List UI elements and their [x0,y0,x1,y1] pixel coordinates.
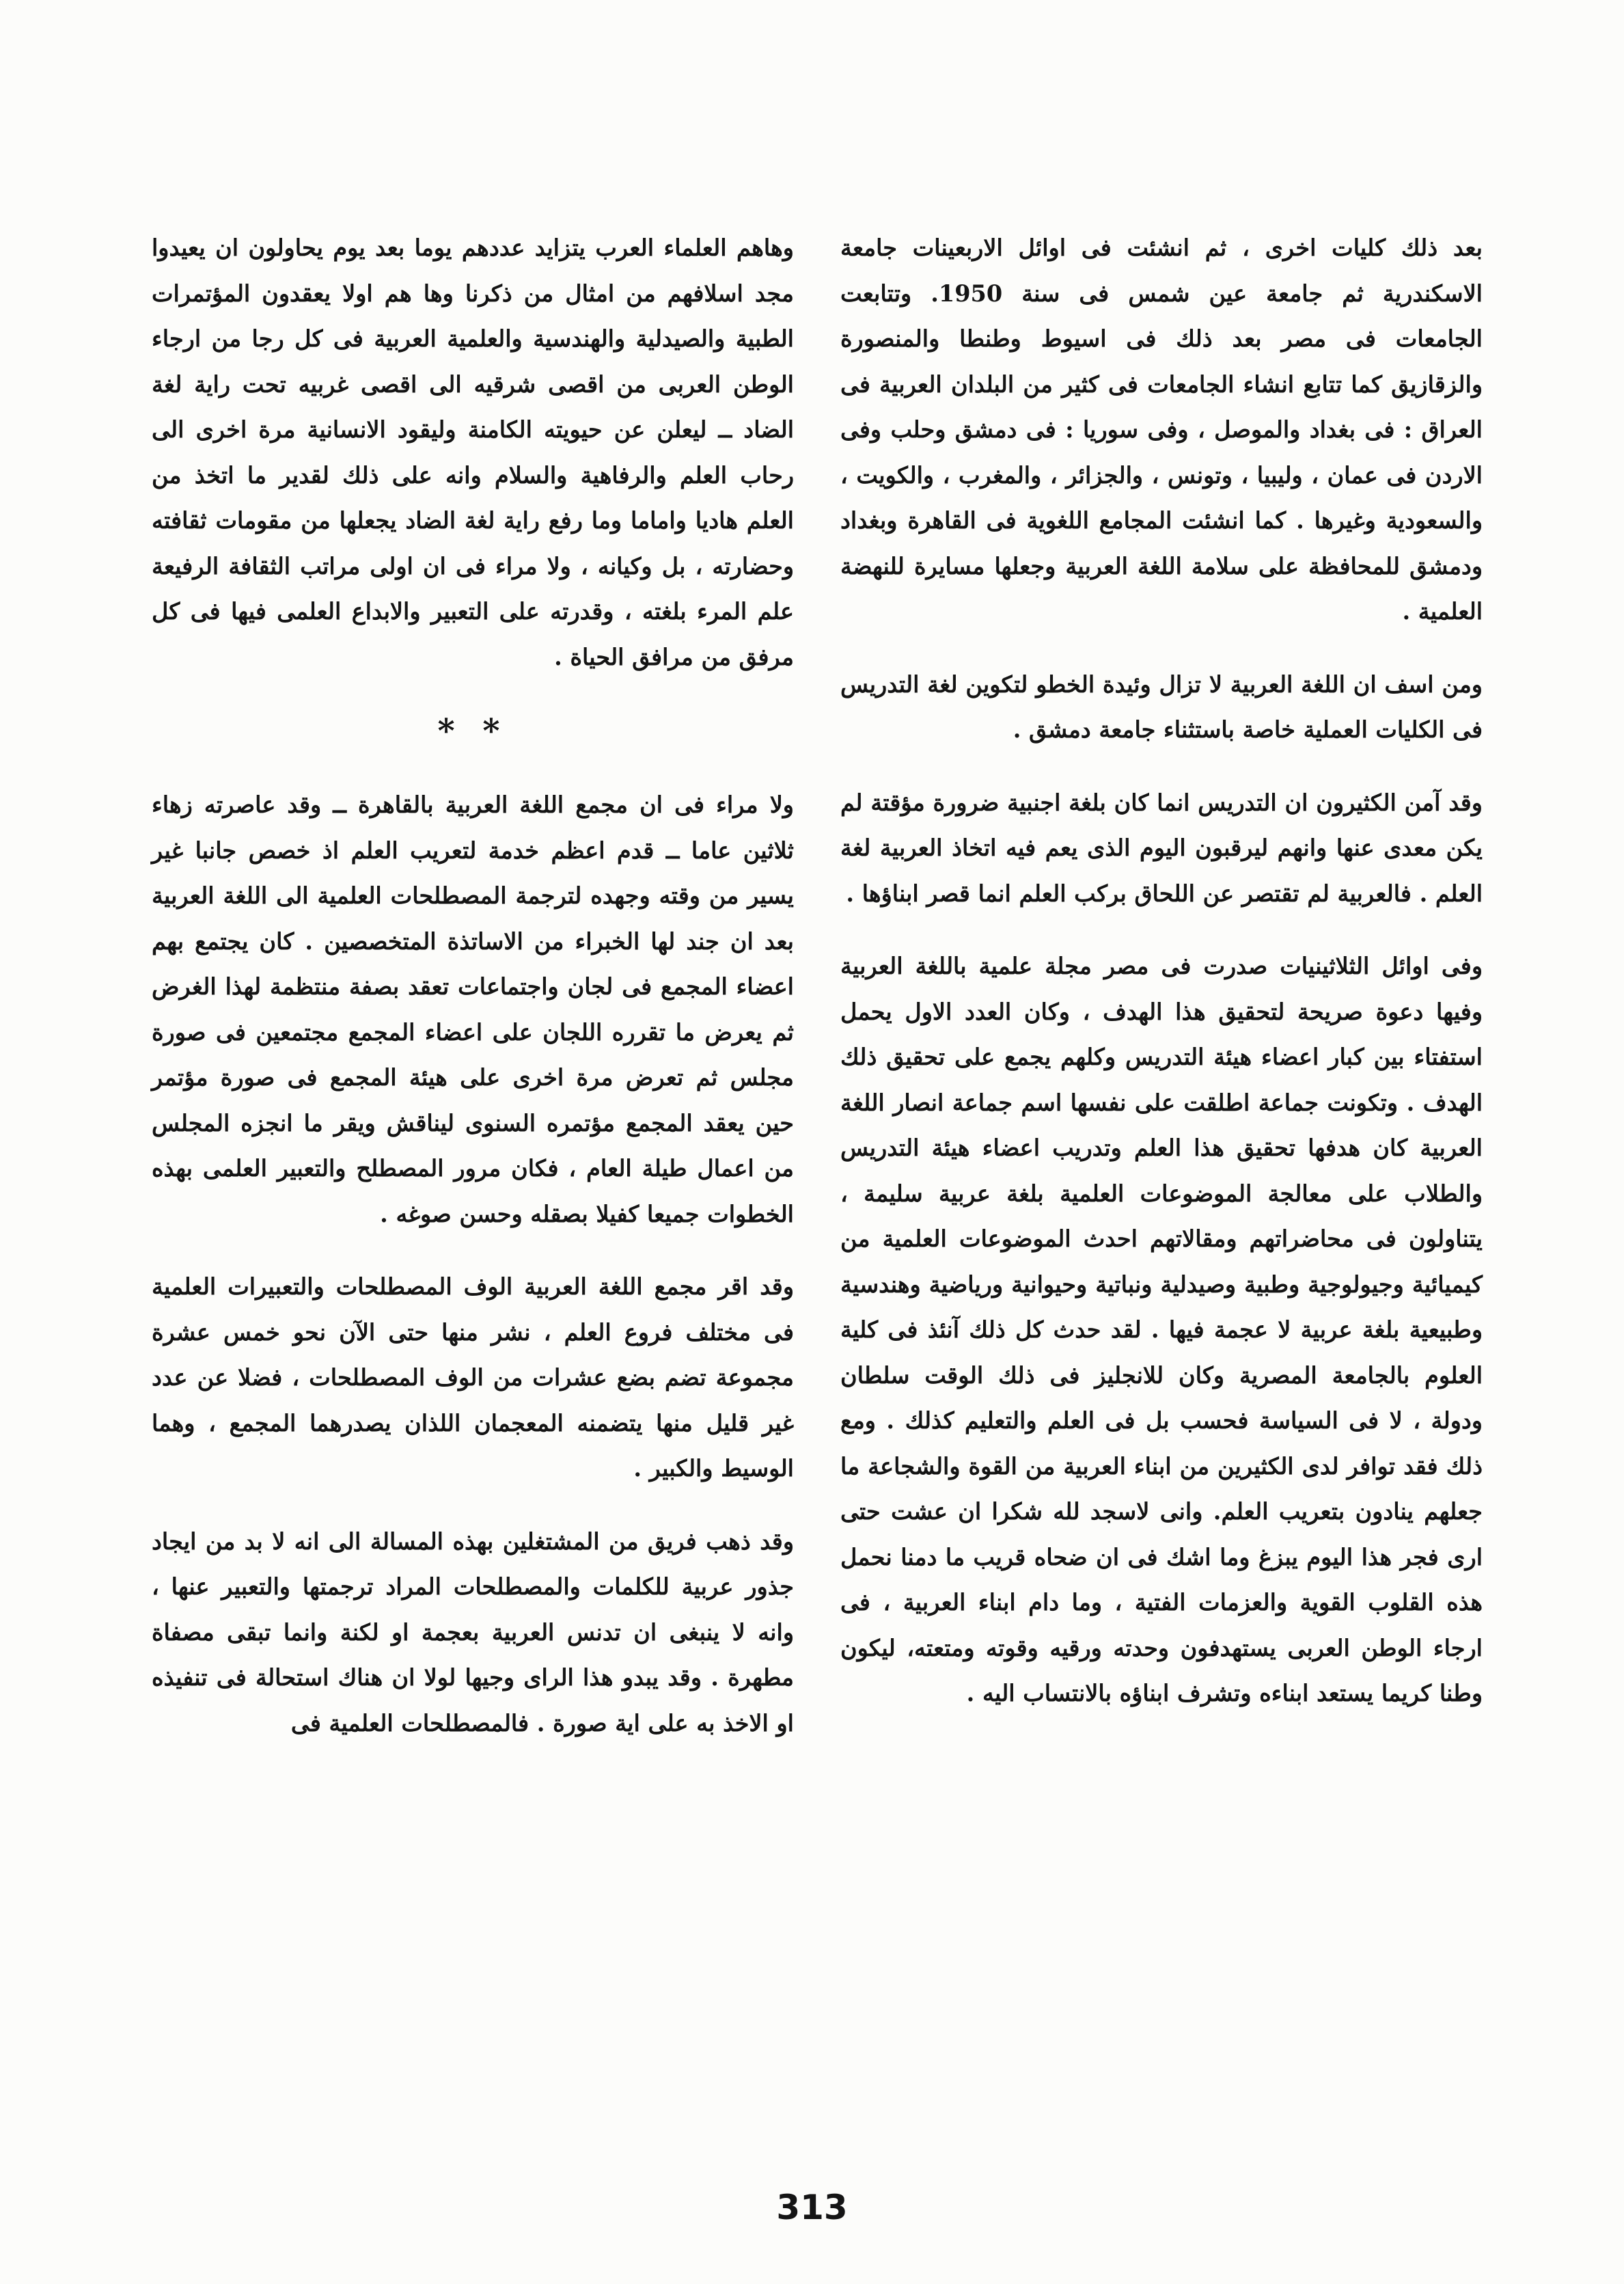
paragraph: ومن اسف ان اللغة العربية لا تزال وئيدة الخطو لتكوين لغة التدريس فى الكليات العملية خاصة باستثناء جامعة دمشق . [840,670,1483,743]
section-divider: * * [437,712,508,750]
paragraph: وفى اوائل الثلاثينيات صدرت فى مصر مجلة علمية باللغة العربية وفيها دعوة صريحة لتحقيق هذا الهدف ، وكان العدد الاول يحمل استفتاء بين كبار اعضاء هيئة التدريس وكلهم يجمع على تحقيق ذلك الهدف . وتكونت جماعة اطلقت على نفسها اسم جماعة انصار اللغة العربية كان هدفها تحقيق هذا العلم وتدريب اعضاء هيئة التدريس والطلاب على معالجة الموضوعات العلمية بلغة عربية سليمة ، يتناولون فى محاضراتهم ومقالاتهم احدث الموضوعات العلمية من كيميائية وجيولوجية وطبية وصيدلية ونباتية وحيوانية ورياضية وهندسية وطبيعية بلغة عربية لا عجمة فيها . لقد حدث كل ذلك آنئذ فى كلية العلوم بالجامعة المصرية وكان للانجليز فى ذلك الوقت سلطان ودولة ، لا فى السياسة فحسب بل فى العلم والتعليم كذلك . ومع ذلك فقد توافر لدى الكثيرين من ابناء العربية من القوة والشجاعة ما جعلهم ينادون بتعريب العلم. وانى لاسجد لله شكرا ان عشت حتى ارى فجر هذا اليوم يبزغ وما اشك فى ان ضحاه قريب ما دمنا نحمل هذه القلوب القوية والعزمات الفتية ، وما دام ابناء العربية ، فى ارجاء الوطن العربى يستهدفون وحدته ورقيه وقوته ومتعته، ليكون وطنا كريما يستعد ابناءه وتشرف ابناؤه بالانتساب اليه . [840,953,1483,1707]
paragraph: بعد ذلك كليات اخرى ، ثم انشئت فى اوائل الاربعينات جامعة الاسكندرية ثم جامعة عين شمس فى سنة 1950. وتتابعت الجامعات فى مصر بعد ذلك فى اسيوط وطنطا والمنصورة والزقازيق كما تتابع انشاء الجامعات فى كثير من البلدان العربية فى العراق : فى بغداد والموصل ، وفى سوريا : فى دمشق وحلب وفى الاردن فى عمان ، وليبيا ، وتونس ، والجزائر ، والمغرب ، والكويت ، والسعودية وغيرها . كما انشئت المجامع اللغوية فى القاهرة وبغداد ودمشق للمحافظة على سلامة اللغة العربية وجعلها مسايرة للنهضة العلمية . [840,234,1483,625]
paragraph: وقد آمن الكثيرون ان التدريس انما كان بلغة اجنبية ضرورة مؤقتة لم يكن معدى عنها وانهم ليرقبون اليوم الذى يعم فيه اتخاذ العربية لغة العلم . فالعربية لم تقتصر عن اللحاق بركب العلم انما قصر ابناؤها . [840,789,1483,907]
paragraph: ولا مراء فى ان مجمع اللغة العربية بالقاهرة ــ وقد عاصرته زهاء ثلاثين عاما ــ قدم اعظم خدمة لتعريب العلم اذ خصص جانبا غير يسير من وقته وجهده لترجمة المصطلحات العلمية الى اللغة العربية بعد ان جند لها الخبراء من الاساتذة المتخصصين . كان يجتمع بهم اعضاء المجمع فى لجان واجتماعات تعقد بصفة منتظمة لهذا الغرض ثم يعرض ما تقرره اللجان على اعضاء المجمع مجتمعين فى صورة مجلس ثم تعرض مرة اخرى على هيئة المجمع فى صورة مؤتمر حين يعقد المجمع مؤتمره السنوى ليناقش ويقر ما انجزه المجلس من اعمال طيلة العام ، فكان مرور المصطلح والتعبير العلمى بهذه الخطوات جميعا كفيلا بصقله وحسن صوغه . [152,791,794,1227]
page-number: 313 [776,2188,848,2227]
paragraph: وهاهم العلماء العرب يتزايد عددهم يوما بعد يوم يحاولون ان يعيدوا مجد اسلافهم من امثال من ذكرنا وها هم اولا يعقدون المؤتمرات الطبية والصيدلية والهندسية والعلمية العربية فى كل رجا من ارجاء الوطن العربى من اقصى شرقيه الى اقصى غربيه تحت راية لغة الضاد ــ ليعلن عن حيويته الكامنة وليقود الانسانية مرة اخرى الى رحاب العلم والرفاهية والسلام وانه على ذلك لقدير ما اتخذ من العلم هاديا واماما وما رفع راية لغة الضاد يجعلها من مقومات ثقافته وحضارته ، بل وكيانه ، ولا مراء فى ان اولى مراتب الثقافة الرفيعة علم المرء بلغته ، وقدرته على التعبير والابداع العلمى فيها فى كل مرفق من مرافق الحياة . [152,234,794,670]
paragraph: وقد ذهب فريق من المشتغلين بهذه المسالة الى انه لا بد من ايجاد جذور عربية للكلمات والمصطلحات المراد ترجمتها والتعبير عنها ، وانه لا ينبغى ان تدنس العربية بعجمة او لكنة وانما تبقى مصفاة مطهرة . وقد يبدو هذا الراى وجيها لولا ان هناك استحالة فى تنفيذه او الاخذ به على اية صورة . فالمصطلحات العلمية فى [152,1527,794,1737]
paragraph: وقد اقر مجمع اللغة العربية الوف المصطلحات والتعبيرات العلمية فى مختلف فروع العلم ، نشر منها حتى الآن نحو خمس عشرة مجموعة تضم بضع عشرات من الوف المصطلحات ، فضلا عن عدد غير قليل منها يتضمنه المعجمان اللذان يصدرهما المجمع ، وهما الوسيط والكبير . [152,1273,794,1482]
right-column [840,226,1483,1744]
left-column [152,226,794,1773]
